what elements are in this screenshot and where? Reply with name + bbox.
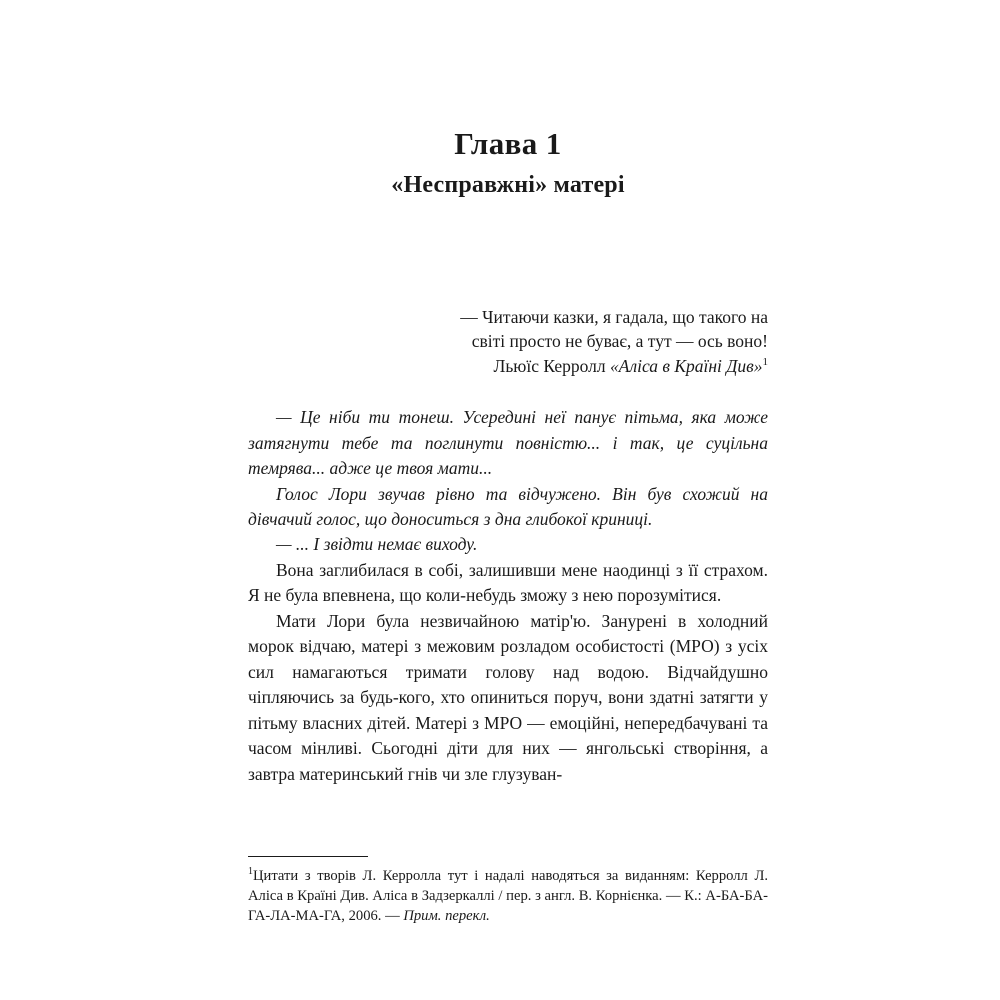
epigraph-line-2: світі просто не буває, а тут — ось воно!	[471, 331, 768, 352]
paragraph: — ... І звідти немає виходу.	[276, 534, 478, 555]
epigraph-line-1: — Читаючи казки, я гадала, що такого на	[460, 306, 768, 327]
paragraph: Голос Лори звучав рівно та відчужено. Він був схожий на дівчачий голос, що доноситься з дна глибокої криниці.	[248, 483, 768, 529]
footnote-area	[248, 856, 768, 926]
footnote-reference-marker[interactable]: 1	[762, 356, 768, 369]
chapter-number: Глава 1	[454, 126, 562, 161]
footnote-text	[248, 866, 768, 926]
paragraph: Вона заглибилася в собі, залишивши мене наодинці з її страхом. Я не була впевнена, що коли-небудь зможу з нею порозумітися.	[248, 559, 768, 606]
paragraph: — Це ніби ти тонеш. Усередині неї панує пітьма, яка може затягнути тебе та поглинути повністю... і так, це суцільна темрява... адже це твоя мати...	[248, 407, 768, 479]
epigraph-source-author: Льюїс Керролл	[493, 356, 611, 377]
paragraph: Мати Лори була незвичайною матір'ю. Занурені в холодний морок відчаю, матері з межовим розладом особистості (МРО) з усіх сил намагаються тримати голову над водою. Відчайдушно чіпляючись за будь-кого, хто опиниться поруч, вони здатні затягти у пітьму власних дітей. Матері з МРО — емоційні, непередбачувані та часом мінливі. Сьогодні діти для них — янгольські створіння, а завтра материнський гнів чи зле глузуван-	[248, 610, 768, 784]
chapter-title: «Несправжні» матері	[391, 171, 625, 198]
epigraph-source-title: «Аліса в Країні Див»	[610, 356, 763, 377]
chapter-heading	[248, 126, 768, 199]
epigraph-source	[358, 354, 768, 379]
footnote-number: 1	[248, 866, 253, 878]
footnote-body: Цитати з творів Л. Керролла тут і надалі наводяться за виданням: Керролл Л. Аліса в Країні Див. Аліса в Задзеркаллі / пер. з англ. В. Корнієнка. — К.: А-БА-БА-ГА-ЛА-МА-ГА, 2006. —	[248, 868, 768, 925]
epigraph	[248, 305, 768, 380]
footnote-translator-note: Прим. перекл.	[403, 908, 490, 925]
body-text	[248, 405, 768, 787]
footnote-divider	[248, 856, 368, 857]
page-content	[248, 0, 768, 787]
